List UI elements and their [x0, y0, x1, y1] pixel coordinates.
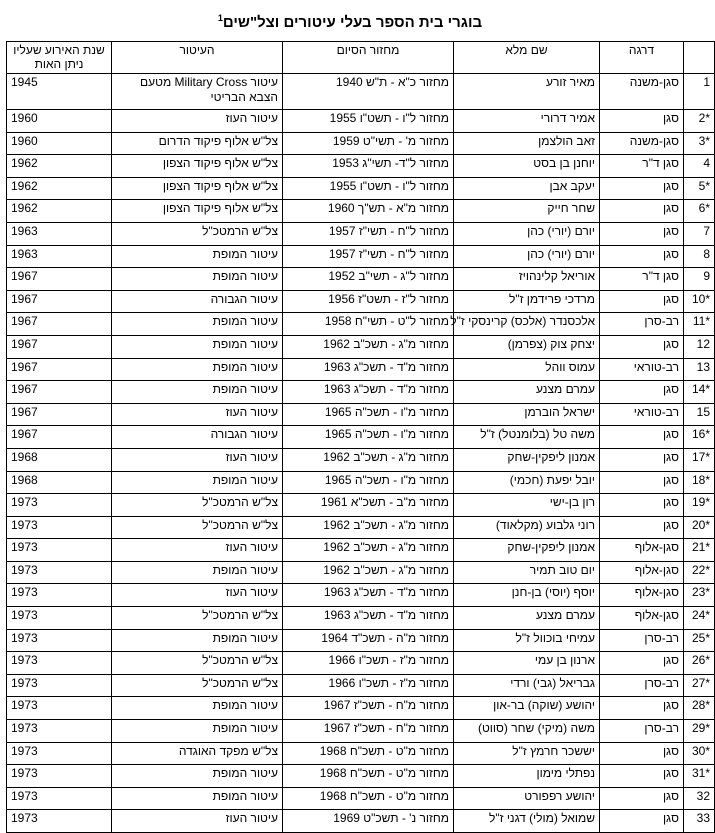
cell-class: מחזור מ"ט - תשכ"ח 1968	[283, 765, 454, 788]
cell-rank: רב-טוראי	[600, 358, 684, 381]
cell-award: עיטור העוז	[112, 539, 283, 562]
cell-award: עיטור המופת	[112, 765, 283, 788]
cell-num: *25	[684, 629, 715, 652]
cell-class: מחזור ל"ג - תשי"ב 1952	[283, 268, 454, 291]
cell-class: מחזור מ"ח - תשכ"ז 1967	[283, 697, 454, 720]
cell-award: עיטור Military Cross מטעם הצבא הבריטי	[112, 74, 283, 110]
cell-award: עיטור הגבורה	[112, 290, 283, 313]
cell-year: 1973	[7, 516, 112, 539]
cell-award: עיטור המופת	[112, 268, 283, 291]
cell-year: 1967	[7, 335, 112, 358]
table-row	[7, 268, 715, 291]
cell-rank: סגן	[600, 742, 684, 765]
cell-num: *30	[684, 742, 715, 765]
cell-num: *19	[684, 494, 715, 517]
cell-year: 1945	[7, 74, 112, 110]
cell-class: מחזור מ"ד - תשכ"ג 1963	[283, 358, 454, 381]
cell-rank: רב-סרן	[600, 313, 684, 336]
cell-name: גבריאל (גבי) ורדי	[454, 674, 600, 697]
cell-class: מחזור מ"ג - תשכ"ב 1962	[283, 335, 454, 358]
cell-num: *20	[684, 516, 715, 539]
cell-num: *23	[684, 584, 715, 607]
table-row	[7, 539, 715, 562]
cell-award: צל"ש הרמטכ"ל	[112, 494, 283, 517]
cell-num: *2	[684, 110, 715, 133]
cell-year: 1973	[7, 697, 112, 720]
cell-name: יעקב אבן	[454, 177, 600, 200]
cell-award: עיטור המופת	[112, 381, 283, 404]
cell-num: 4	[684, 155, 715, 178]
cell-rank: סגן	[600, 426, 684, 449]
cell-year: 1963	[7, 245, 112, 268]
cell-class: מחזור מ"ו - תשכ"ה 1965	[283, 426, 454, 449]
cell-rank: סגן	[600, 381, 684, 404]
cell-year: 1967	[7, 290, 112, 313]
cell-num: *26	[684, 652, 715, 675]
cell-class: מחזור מ"ו - תשכ"ה 1965	[283, 471, 454, 494]
cell-name: יורם (יורי) כהן	[454, 245, 600, 268]
cell-num: *14	[684, 381, 715, 404]
cell-award: עיטור העוז	[112, 448, 283, 471]
cell-award: עיטור המופת	[112, 787, 283, 810]
cell-name: אמנון ליפקין-שחק	[454, 448, 600, 471]
cell-award: צל"ש אלוף פיקוד הצפון	[112, 177, 283, 200]
cell-class: מחזור ל"ו - תשט"ו 1955	[283, 110, 454, 133]
cell-class: מחזור מ"ז - תשכ"ו 1966	[283, 652, 454, 675]
cell-name: מרדכי פרידמן ז"ל	[454, 290, 600, 313]
cell-award: עיטור המופת	[112, 697, 283, 720]
cell-year: 1973	[7, 652, 112, 675]
table-row	[7, 110, 715, 133]
table-row	[7, 652, 715, 675]
cell-num: *3	[684, 132, 715, 155]
table-row	[7, 200, 715, 223]
cell-class: מחזור מ"ג - תשכ"ב 1962	[283, 539, 454, 562]
cell-award: צל"ש אלוף פיקוד הצפון	[112, 200, 283, 223]
table-row	[7, 335, 715, 358]
title-text: בוגרי בית הספר בעלי עיטורים וצל"שים	[222, 14, 483, 31]
cell-award: צל"ש הרמטכ"ל	[112, 652, 283, 675]
table-row	[7, 742, 715, 765]
cell-name: אוריאל קלינהויז	[454, 268, 600, 291]
cell-year: 1968	[7, 471, 112, 494]
table-row	[7, 629, 715, 652]
cell-rank: סגן	[600, 177, 684, 200]
table-row	[7, 74, 715, 110]
cell-num: 7	[684, 222, 715, 245]
cell-num: *11	[684, 313, 715, 336]
cell-name: יששכר חרמץ ז"ל	[454, 742, 600, 765]
cell-award: עיטור העוז	[112, 584, 283, 607]
cell-name: יום טוב תמיר	[454, 561, 600, 584]
header-row	[7, 42, 715, 74]
cell-class: מחזור ל"ז - תשט"ז 1956	[283, 290, 454, 313]
cell-num: 12	[684, 335, 715, 358]
cell-class: מחזור מ"ז - תשכ"ו 1966	[283, 674, 454, 697]
cell-year: 1973	[7, 765, 112, 788]
cell-name: רון בן-ישי	[454, 494, 600, 517]
table-row	[7, 426, 715, 449]
cell-class: מחזור כ"א - ת"ש 1940	[283, 74, 454, 110]
cell-rank: סגן	[600, 448, 684, 471]
cell-rank: סגן	[600, 494, 684, 517]
cell-name: אמיר דרורי	[454, 110, 600, 133]
table-row	[7, 765, 715, 788]
cell-rank: רב-טוראי	[600, 403, 684, 426]
cell-num: *28	[684, 697, 715, 720]
cell-year: 1962	[7, 200, 112, 223]
cell-award: עיטור המופת	[112, 720, 283, 743]
table-row	[7, 516, 715, 539]
cell-num: *18	[684, 471, 715, 494]
cell-year: 1973	[7, 720, 112, 743]
cell-class: מחזור מ"ד - תשכ"ג 1963	[283, 607, 454, 630]
table-row	[7, 494, 715, 517]
cell-name: אלכסנדר (אלכס) קרינסקי ז"ל	[454, 313, 600, 336]
cell-award: עיטור המופת	[112, 313, 283, 336]
cell-num: *24	[684, 607, 715, 630]
cell-num: *31	[684, 765, 715, 788]
cell-name: יובל יפעת (חכמי)	[454, 471, 600, 494]
cell-num: 9	[684, 268, 715, 291]
cell-num: *10	[684, 290, 715, 313]
cell-num: *21	[684, 539, 715, 562]
table-row	[7, 381, 715, 404]
cell-num: 15	[684, 403, 715, 426]
cell-class: מחזור מ"ג - תשכ"ב 1962	[283, 561, 454, 584]
cell-rank: סגן	[600, 697, 684, 720]
cell-year: 1973	[7, 674, 112, 697]
cell-class: מחזור ל"ט - תשי"ח 1958	[283, 313, 454, 336]
table-row	[7, 720, 715, 743]
cell-year: 1967	[7, 358, 112, 381]
cell-num: *27	[684, 674, 715, 697]
header-rank: דרגה	[600, 42, 684, 74]
cell-rank: סגן	[600, 110, 684, 133]
cell-rank: רב-סרן	[600, 720, 684, 743]
cell-class: מחזור מ"ג - תשכ"ב 1962	[283, 448, 454, 471]
header-award: העיטור	[112, 42, 283, 74]
cell-rank: סגן	[600, 290, 684, 313]
cell-rank: סגן-משנה	[600, 74, 684, 110]
cell-year: 1973	[7, 494, 112, 517]
table-row	[7, 245, 715, 268]
cell-num: *29	[684, 720, 715, 743]
cell-name: נפתלי מימון	[454, 765, 600, 788]
cell-award: צל"ש מפקד האוגדה	[112, 742, 283, 765]
cell-year: 1967	[7, 313, 112, 336]
cell-rank: סגן	[600, 245, 684, 268]
cell-year: 1963	[7, 222, 112, 245]
cell-class: מחזור מ"ט - תשכ"ח 1968	[283, 742, 454, 765]
cell-class: מחזור ל"ד- תשי"ג 1953	[283, 155, 454, 178]
cell-rank: סגן	[600, 516, 684, 539]
cell-year: 1960	[7, 110, 112, 133]
cell-num: 33	[684, 810, 715, 833]
cell-award: עיטור המופת	[112, 245, 283, 268]
table-row	[7, 403, 715, 426]
cell-award: עיטור העוז	[112, 403, 283, 426]
cell-name: מאיר זורע	[454, 74, 600, 110]
cell-name: עמרם מצנע	[454, 381, 600, 404]
cell-rank: סגן ד"ר	[600, 155, 684, 178]
cell-award: צל"ש אלוף פיקוד הצפון	[112, 155, 283, 178]
cell-year: 1973	[7, 629, 112, 652]
cell-year: 1967	[7, 268, 112, 291]
cell-rank: סגן-אלוף	[600, 561, 684, 584]
cell-class: מחזור נ' - תשכ"ט 1969	[283, 810, 454, 833]
cell-year: 1973	[7, 539, 112, 562]
cell-name: שחר חייק	[454, 200, 600, 223]
cell-award: עיטור המופת	[112, 629, 283, 652]
table-row	[7, 697, 715, 720]
cell-year: 1973	[7, 607, 112, 630]
table-row	[7, 448, 715, 471]
cell-rank: סגן	[600, 810, 684, 833]
cell-year: 1973	[7, 742, 112, 765]
cell-num: *5	[684, 177, 715, 200]
cell-year: 1973	[7, 561, 112, 584]
cell-award: צל"ש הרמטכ"ל	[112, 607, 283, 630]
cell-class: מחזור מ"ה - תשכ"ד 1964	[283, 629, 454, 652]
cell-class: מחזור ל"ח - תשי"ז 1957	[283, 245, 454, 268]
cell-rank: סגן	[600, 200, 684, 223]
cell-name: יהושע (שוקה) בר-און	[454, 697, 600, 720]
cell-name: משה טל (בלומנטל) ז"ל	[454, 426, 600, 449]
cell-award: עיטור המופת	[112, 471, 283, 494]
cell-name: אמנון ליפקין-שחק	[454, 539, 600, 562]
cell-award: צל"ש הרמטכ"ל	[112, 674, 283, 697]
cell-class: מחזור מ"ו - תשכ"ה 1965	[283, 403, 454, 426]
table-row	[7, 177, 715, 200]
cell-rank: רב-סרן	[600, 629, 684, 652]
cell-class: מחזור מ"ד - תשכ"ג 1963	[283, 381, 454, 404]
table-row	[7, 674, 715, 697]
cell-name: זאב הולצמן	[454, 132, 600, 155]
cell-class: מחזור מ' - תשי"ט 1959	[283, 132, 454, 155]
cell-name: משה (מיקי) שחר (סווט)	[454, 720, 600, 743]
table-row	[7, 607, 715, 630]
cell-num: 32	[684, 787, 715, 810]
cell-num: *22	[684, 561, 715, 584]
cell-rank: רב-סרן	[600, 674, 684, 697]
table-row	[7, 132, 715, 155]
cell-class: מחזור מ"ג - תשכ"ב 1962	[283, 516, 454, 539]
cell-class: מחזור מ"א - תש"ך 1960	[283, 200, 454, 223]
cell-rank: סגן-אלוף	[600, 584, 684, 607]
header-year: שנת האירוע שעליו ניתן האות	[7, 42, 112, 74]
cell-name: יוחנן בן בסט	[454, 155, 600, 178]
graduates-table	[6, 41, 715, 833]
cell-award: צל"ש הרמטכ"ל	[112, 516, 283, 539]
cell-name: יורם (יורי) כהן	[454, 222, 600, 245]
header-num	[684, 42, 715, 74]
cell-num: 1	[684, 74, 715, 110]
cell-rank: סגן	[600, 471, 684, 494]
table-row	[7, 358, 715, 381]
header-name: שם מלא	[454, 42, 600, 74]
cell-award: עיטור הגבורה	[112, 426, 283, 449]
cell-name: עמיחי בוכוול ז"ל	[454, 629, 600, 652]
cell-year: 1962	[7, 155, 112, 178]
cell-rank: סגן	[600, 787, 684, 810]
cell-year: 1967	[7, 381, 112, 404]
cell-award: עיטור העוז	[112, 810, 283, 833]
cell-name: ישראל הוברמן	[454, 403, 600, 426]
cell-num: 13	[684, 358, 715, 381]
cell-class: מחזור מ"ח - תשכ"ז 1967	[283, 720, 454, 743]
table-row	[7, 222, 715, 245]
cell-award: עיטור המופת	[112, 358, 283, 381]
cell-class: מחזור מ"ד - תשכ"ג 1963	[283, 584, 454, 607]
cell-rank: סגן	[600, 335, 684, 358]
table-body	[7, 74, 715, 833]
cell-name: רוני גלבוע (מקלאוד)	[454, 516, 600, 539]
cell-year: 1960	[7, 132, 112, 155]
cell-award: צל"ש הרמטכ"ל	[112, 222, 283, 245]
cell-rank: סגן	[600, 652, 684, 675]
cell-award: עיטור העוז	[112, 110, 283, 133]
cell-class: מחזור מ"ט - תשכ"ח 1968	[283, 787, 454, 810]
table-row	[7, 290, 715, 313]
cell-num: *17	[684, 448, 715, 471]
cell-name: יהושע רפפורט	[454, 787, 600, 810]
table-row	[7, 313, 715, 336]
cell-rank: סגן-אלוף	[600, 539, 684, 562]
cell-num: 8	[684, 245, 715, 268]
cell-award: עיטור המופת	[112, 335, 283, 358]
cell-year: 1973	[7, 810, 112, 833]
cell-award: עיטור המופת	[112, 561, 283, 584]
cell-rank: סגן-משנה	[600, 132, 684, 155]
cell-name: עמוס ווהל	[454, 358, 600, 381]
cell-name: שמואל (מולי) דגני ז"ל	[454, 810, 600, 833]
cell-name: יצחק צוק (צפרמן)	[454, 335, 600, 358]
header-class: מחזור הסיום	[283, 42, 454, 74]
cell-rank: סגן	[600, 765, 684, 788]
table-row	[7, 561, 715, 584]
cell-num: *16	[684, 426, 715, 449]
cell-class: מחזור ל"ו - תשט"ו 1955	[283, 177, 454, 200]
cell-name: יוסף (יוסי) בן-חנן	[454, 584, 600, 607]
cell-rank: סגן-אלוף	[600, 607, 684, 630]
page-title	[0, 6, 700, 30]
cell-year: 1962	[7, 177, 112, 200]
cell-year: 1967	[7, 403, 112, 426]
cell-rank: סגן ד"ר	[600, 268, 684, 291]
table-row	[7, 155, 715, 178]
cell-award: צל"ש אלוף פיקוד הדרום	[112, 132, 283, 155]
table-row	[7, 787, 715, 810]
table-row	[7, 810, 715, 833]
table-row	[7, 584, 715, 607]
cell-rank: סגן	[600, 222, 684, 245]
cell-num: *6	[684, 200, 715, 223]
cell-class: מחזור ל"ח - תשי"ז 1957	[283, 222, 454, 245]
cell-year: 1973	[7, 787, 112, 810]
cell-class: מחזור מ"ב - תשכ"א 1961	[283, 494, 454, 517]
cell-year: 1967	[7, 426, 112, 449]
cell-year: 1973	[7, 584, 112, 607]
title-footnote: 1	[217, 13, 223, 23]
table-row	[7, 471, 715, 494]
cell-year: 1968	[7, 448, 112, 471]
cell-name: ארנון בן עמי	[454, 652, 600, 675]
cell-name: עמרם מצנע	[454, 607, 600, 630]
